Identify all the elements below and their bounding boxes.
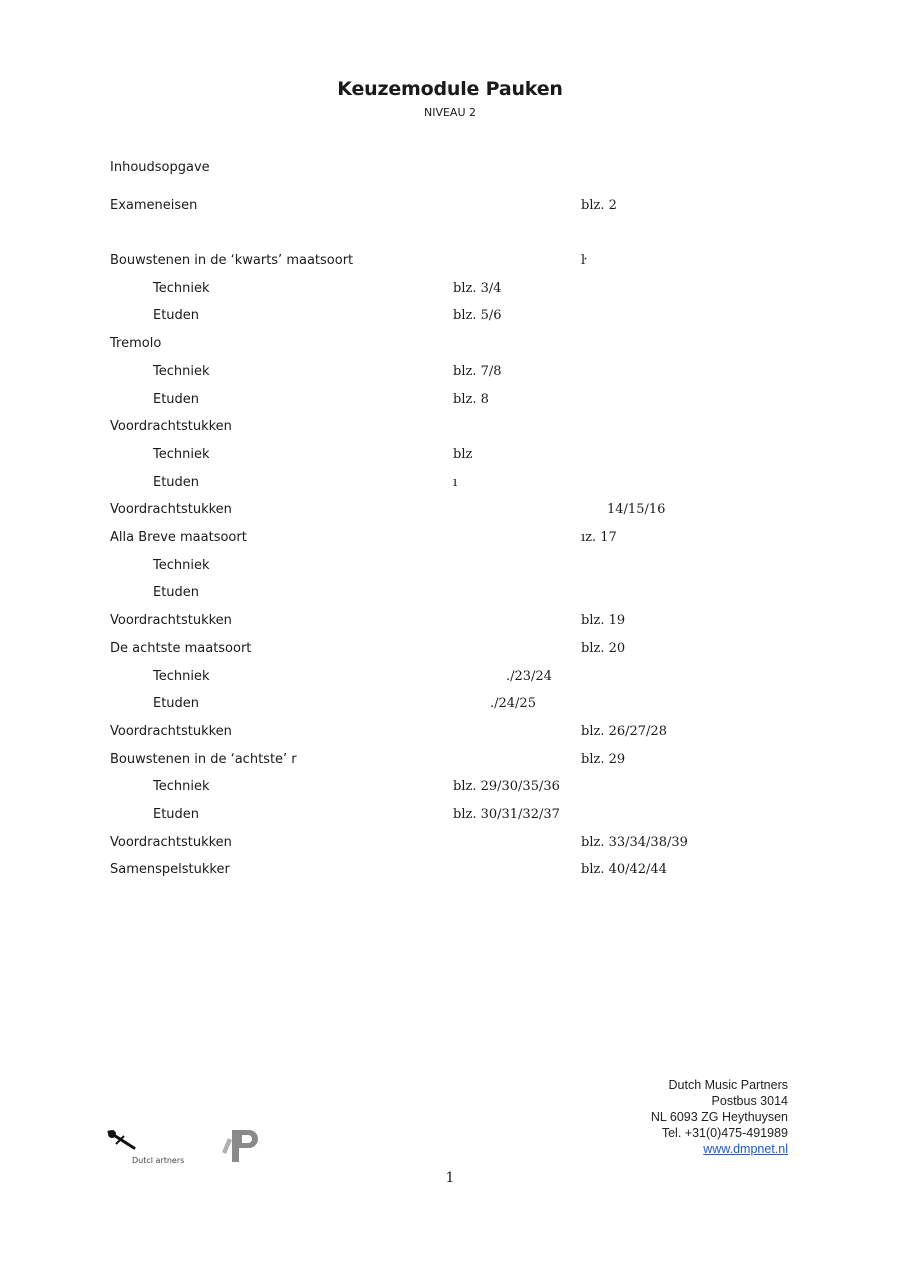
toc-entry-page: blz. 5/6	[453, 308, 502, 323]
toc-entry-label: Voordrachtstukken	[110, 835, 232, 850]
document-subtitle: NIVEAU 2	[423, 106, 477, 119]
toc-row	[0, 860, 900, 880]
toc-entry-page: blz. 33/34/38/39	[581, 835, 688, 850]
toc-entry-label: Techniek	[153, 364, 210, 379]
toc-entry-page: ./24/25	[490, 696, 536, 711]
toc-row	[0, 196, 900, 216]
toc-entry-label: Alla Breve maatsoort	[110, 530, 247, 545]
document-title: Keuzemodule Pauken	[337, 78, 563, 100]
toc-entry-label: Voordrachtstukken	[110, 613, 232, 628]
toc-entry-page: blz. 29	[581, 752, 626, 767]
toc-entry-page: ŀ	[581, 253, 586, 268]
toc-entry-label: Voordrachtstukken	[110, 419, 232, 434]
toc-entry-page: blz. 26/27/28	[581, 724, 667, 739]
toc-row	[0, 583, 900, 603]
footer-address	[651, 1077, 788, 1157]
toc-row	[0, 611, 900, 631]
toc-entry-page: ./23/24	[506, 669, 552, 684]
toc-row	[0, 445, 900, 465]
toc-row	[0, 750, 900, 770]
city-line: NL 6093 ZG Heythuysen	[650, 1110, 788, 1124]
toc-entry-page: blz. 8	[453, 392, 489, 407]
logo-text: Dutcl artners	[132, 1156, 185, 1165]
phone-number: Tel. +31(0)475-491989	[661, 1126, 788, 1140]
toc-entry-page: blz. 20	[581, 641, 626, 656]
toc-row	[0, 805, 900, 825]
toc-entry-label: Bouwstenen in de ‘achtste’ r	[110, 752, 297, 767]
toc-row	[0, 667, 900, 687]
toc-row	[0, 279, 900, 299]
toc-row	[0, 694, 900, 714]
toc-entry-page: blz. 30/31/32/37	[453, 807, 560, 822]
toc-row	[0, 833, 900, 853]
website-link[interactable]: www.dmpnet.nl	[703, 1142, 788, 1156]
toc-entry-label: Voordrachtstukken	[110, 724, 232, 739]
toc-row	[0, 473, 900, 493]
toc-row	[0, 362, 900, 382]
toc-entry-label: Techniek	[153, 779, 210, 794]
toc-entry-page: ı	[453, 475, 458, 490]
toc-row	[0, 528, 900, 548]
toc-row	[0, 722, 900, 742]
toc-entry-label: Tremolo	[110, 336, 162, 351]
toc-entry-label: Etuden	[153, 807, 200, 822]
toc-entry-label: Etuden	[153, 696, 200, 711]
toc-entry-label: Techniek	[153, 558, 210, 573]
toc-entry-label: Techniek	[153, 669, 210, 684]
toc-entry-label: Techniek	[153, 447, 210, 462]
toc-entry-label: Bouwstenen in de ‘kwarts’ maatsoort	[110, 253, 354, 268]
toc-heading: Inhoudsopgave	[110, 160, 210, 175]
toc-row	[0, 390, 900, 410]
drumstick-logo-icon	[104, 1122, 274, 1172]
toc-entry-label: Techniek	[153, 281, 210, 296]
toc-entry-label: Etuden	[153, 308, 200, 323]
toc-entry-page: 14/15/16	[607, 502, 666, 517]
toc-entry-label: Etuden	[153, 475, 200, 490]
toc-row	[0, 417, 900, 437]
toc-row	[0, 251, 900, 271]
toc-row	[0, 500, 900, 520]
toc-row	[0, 639, 900, 659]
toc-row	[0, 556, 900, 576]
toc-entry-label: Samenspelstukker	[110, 862, 230, 877]
toc-entry-label: Voordrachtstukken	[110, 502, 232, 517]
page-number: 1	[445, 1170, 455, 1186]
toc-entry-page: blz	[453, 447, 473, 462]
toc-entry-page: blz. 7/8	[453, 364, 502, 379]
toc-entry-label: De achtste maatsoort	[110, 641, 252, 656]
toc-entry-label: Exameneisen	[110, 198, 198, 213]
toc-entry-page: ız. 17	[581, 530, 617, 545]
toc-entry-page: blz. 40/42/44	[581, 862, 667, 877]
toc-row	[0, 777, 900, 797]
toc-row	[0, 306, 900, 326]
toc-entry-page: blz. 19	[581, 613, 626, 628]
company-name: Dutch Music Partners	[668, 1078, 788, 1092]
toc-entry-page: blz. 3/4	[453, 281, 502, 296]
postbus: Postbus 3014	[711, 1094, 788, 1108]
toc-entry-label: Etuden	[153, 585, 200, 600]
toc-entry-page: blz. 29/30/35/36	[453, 779, 560, 794]
toc-row	[0, 334, 900, 354]
company-logo	[104, 1122, 274, 1172]
toc-entry-page: blz. 2	[581, 198, 617, 213]
toc-entry-label: Etuden	[153, 392, 200, 407]
